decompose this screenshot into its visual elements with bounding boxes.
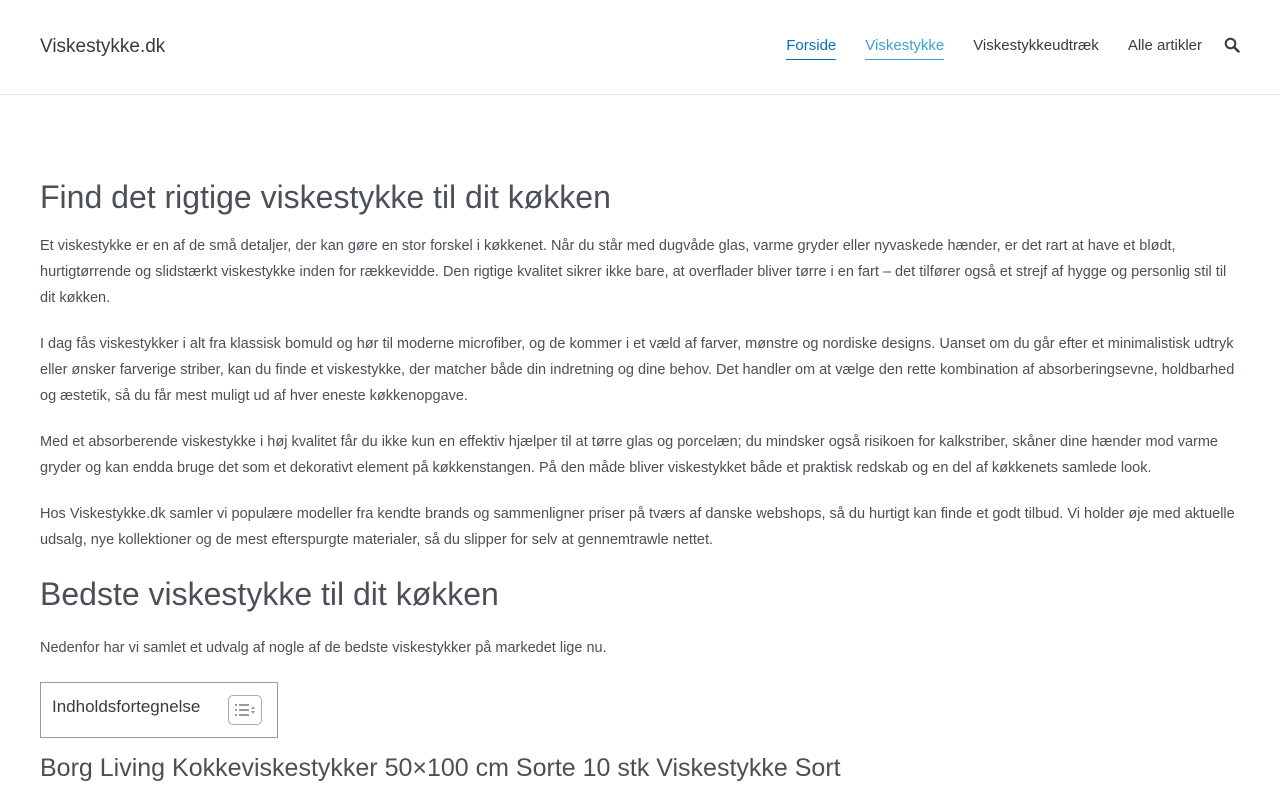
site-title-link[interactable]: Viskestykke.dk	[40, 36, 166, 57]
intro-paragraph-2: I dag fås viskestykker i alt fra klassisk bomuld og hør til moderne microfiber, og de kommer i et væld af farver, mønstre og nordiske designs. Uanset om du går efter et minimalistisk udtryk eller ønsker farverige striber, kan du finde et viskestykke, der matcher både din indretning og dine behov. Det handler om at vælge den rette kombination af absorberingsevne, holdbarhed og æstetik, så du får mest muligt ud af hver eneste køkkenopgave.	[40, 336, 1235, 404]
toc-title: Indholdsfortegnelse	[52, 697, 201, 716]
intro-paragraph-1: Et viskestykke er en af de små detaljer, der kan gøre en stor forskel i køkkenet. Når du står med dugvåde glas, varme gryder eller nyvaskede hænder, er det rart at have et blødt, hurtigtørrende og slidstærkt viskestykke inden for rækkevidde. Den rigtige kvalitet sikrer ikke bare, at overflader bliver tørre i en fart – det tilfører også et strejf af hygge og personlig stil til dit køkken.	[40, 238, 1227, 306]
page-title: Find det rigtige viskestykke til dit køkken	[40, 179, 611, 215]
list-toggle-icon[interactable]	[228, 695, 262, 725]
search-icon[interactable]	[1224, 37, 1240, 53]
product-heading[interactable]: Borg Living Kokkeviskestykker 50×100 cm Sorte 10 stk Viskestykke Sort	[40, 754, 841, 782]
intro-paragraph-4: Hos Viskestykke.dk samler vi populære modeller fra kendte brands og sammenligner priser på tværs af danske webshops, så du hurtigt kan finde et godt tilbud. Vi holder øje med aktuelle udsalg, nye kollektioner og de mest efterspurgte materialer, så du slipper for selv at gennemtrawle nettet.	[40, 506, 1235, 548]
section-intro: Nedenfor har vi samlet et udvalg af nogle af de bedste viskestykker på markedet lige nu.	[40, 640, 607, 656]
nav-item-viskestykke[interactable]: Viskestykke	[865, 35, 944, 60]
nav-item-forside[interactable]: Forside	[786, 35, 836, 60]
intro-paragraph-3: Med et absorberende viskestykke i høj kvalitet får du ikke kun en effektiv hjælper til at tørre glas og porcelæn; du mindsker også risikoen for kalkstriber, skåner dine hænder mod varme gryder og kan endda bruge det som et dekorativt element på køkkenstangen. På den måde bliver viskestykket både et praktisk redskab og en del af køkkenets samlede look.	[40, 434, 1218, 476]
site-header	[0, 0, 1280, 95]
nav-item-alle-artikler[interactable]: Alle artikler	[1127, 37, 1202, 54]
section-heading: Bedste viskestykke til dit køkken	[40, 576, 499, 612]
main-navigation	[757, 35, 1240, 60]
table-of-contents	[40, 682, 278, 738]
nav-item-viskestykkeudtraek[interactable]: Viskestykkeudtræk	[973, 37, 1099, 54]
